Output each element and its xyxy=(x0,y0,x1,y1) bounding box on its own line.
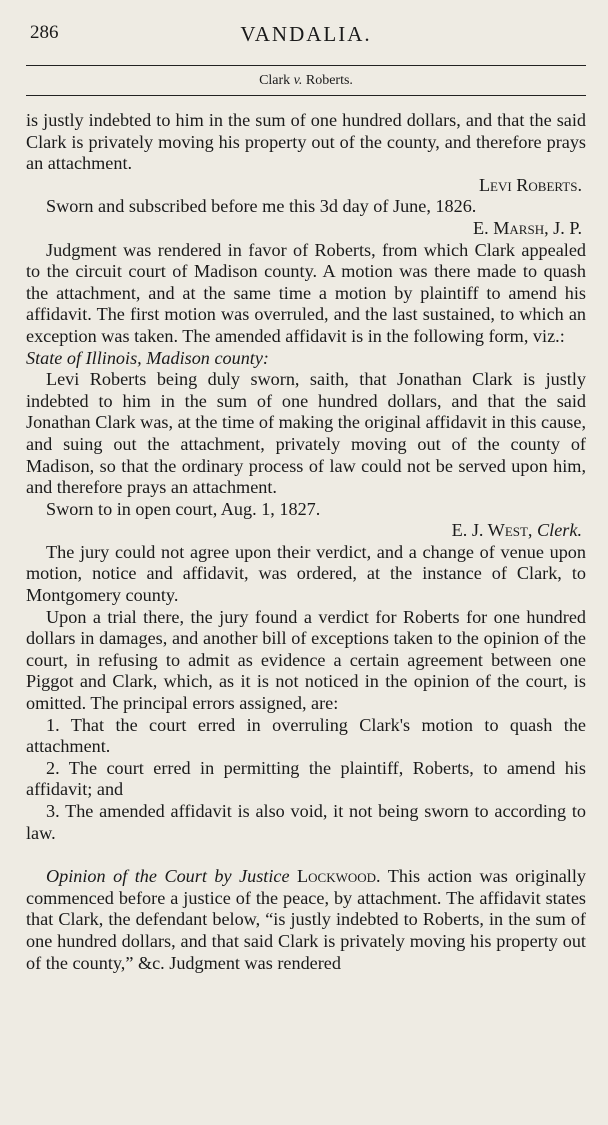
paragraph-sworn: Sworn and subscribed before me this 3d day of June, 1826. xyxy=(46,196,477,217)
signature-west-title: Clerk. xyxy=(537,520,582,541)
opinion-text: This action was originally commenced before a justice of the peace, by attachment. The affidavit states that Clark, the defendant below, “is justly indebted to Roberts, in the sum of one hundred dollars, and that said Clark is privately moving his property out of the county,” &c. Judgment was rendered xyxy=(26,866,587,973)
paragraph-trial: Upon a trial there, the jury found a verdict for Roberts for one hundred dollars in damages, and another bill of exceptions taken to the opinion of the court, in refusing to admit as evidence a certain agreement between one Piggot and Clark, which, as it is not noticed in the opinion of the court, is omitted. The principal errors assigned, are: xyxy=(26,606,586,714)
paragraph-jury: The jury could not agree upon their verdict, and a change of venue upon motion, notice and affidavit, was ordered, at the instance of Clark, to Montgomery county. xyxy=(26,541,586,606)
paragraph-sworn-court: Sworn to in open court, Aug. 1, 1827. xyxy=(46,498,321,519)
page-header xyxy=(26,0,586,46)
error-item-3: 3. The amended affidavit is also void, it not being sworn to according to law. xyxy=(26,801,586,843)
paragraph-opinion xyxy=(26,866,586,974)
signature-roberts xyxy=(26,175,586,197)
signature-west xyxy=(26,520,586,542)
opinion-intro: Opinion of the Court by Justice xyxy=(46,866,290,887)
signature-marsh xyxy=(26,218,586,240)
case-versus: v. xyxy=(293,73,303,88)
page-number: 286 xyxy=(30,22,59,43)
signature-marsh-name: E. Marsh, J. P. xyxy=(473,217,582,238)
opinion-justice: Lockwood. xyxy=(297,866,381,887)
case-plaintiff: Clark xyxy=(259,73,291,88)
section-spacer xyxy=(26,844,586,866)
paragraph-judgment: Judgment was rendered in favor of Roberts, from which Clark appealed to the circuit court of Madison county. A motion was there made to quash the attachment, and at the same time a motion by plaintiff to amend his affidavit. The first motion was overruled, and the last sustained, to which an exception was taken. The amended affidavit is in the following form, viz.: xyxy=(26,239,586,346)
case-title xyxy=(26,66,586,95)
venue-heading: State of Illinois, Madison county: xyxy=(26,347,269,368)
error-item-2: 2. The court erred in permitting the plaintiff, Roberts, to amend his affidavit; and xyxy=(26,757,586,800)
error-item-1: 1. That the court erred in overruling Clark's motion to quash the attachment. xyxy=(26,714,586,757)
signature-west-name: E. J. West, xyxy=(451,520,533,541)
running-head: VANDALIA. xyxy=(240,22,372,46)
document-body xyxy=(26,110,586,974)
signature-roberts-name: Levi Roberts. xyxy=(478,174,582,195)
header-rule-bottom xyxy=(26,95,586,96)
paragraph-amended-affidavit: Levi Roberts being duly sworn, saith, that Jonathan Clark is justly indebted to him in the sum of one hundred dollars, and that the said Jonathan Clark was, at the time of making the original affidavit in this cause, and suing out the attachment, privately moving out of the county of Madison, so that the ordinary process of law could not be served upon him, and therefore prays an attachment. xyxy=(26,369,586,498)
case-defendant: Roberts. xyxy=(305,73,353,88)
paragraph-affidavit-end: is justly indebted to him in the sum of one hundred dollars, and that the said Clark is privately moving his property out of the county, and therefore prays an attachment. xyxy=(26,110,586,174)
